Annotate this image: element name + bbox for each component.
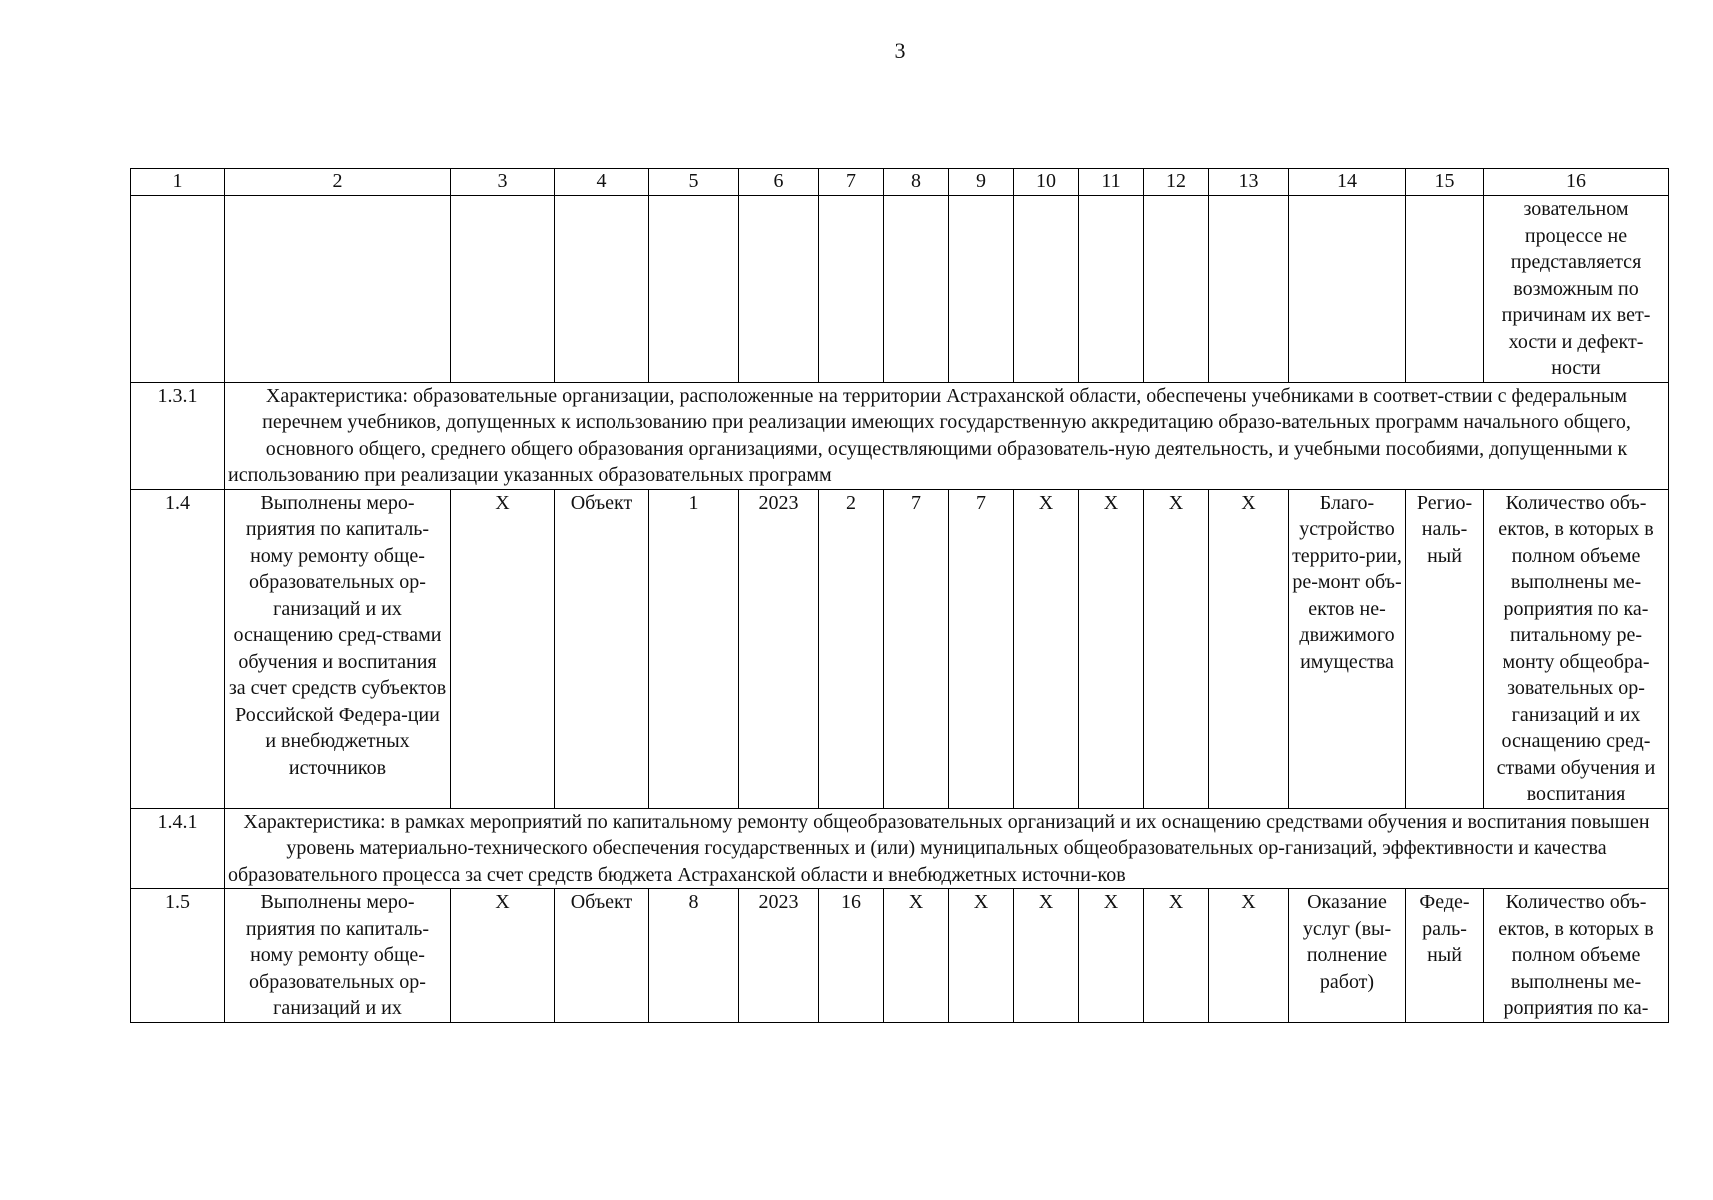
cell-col-3: X xyxy=(451,489,555,808)
cell-col-10: X xyxy=(1014,889,1079,1023)
empty-cell xyxy=(649,196,739,383)
empty-cell xyxy=(1144,196,1209,383)
header-cell: 2 xyxy=(225,169,451,196)
empty-cell xyxy=(225,196,451,383)
result-row-1-4 xyxy=(131,489,1669,808)
empty-cell xyxy=(819,196,884,383)
cell-col-13: X xyxy=(1209,889,1289,1023)
empty-cell xyxy=(1014,196,1079,383)
header-cell: 3 xyxy=(451,169,555,196)
result-name: Выполнены меро-приятия по капиталь-ному ремонту обще-образовательных ор-ганизаций и их оснащению сред-ствами обучения и воспитания за счет средств субъектов Российской Федера-ции и внебюджетных источников xyxy=(225,489,451,808)
unit-cell: Объект xyxy=(555,889,649,1023)
characteristic-row-1-3-1 xyxy=(131,382,1669,489)
header-cell: 14 xyxy=(1289,169,1406,196)
result-type-cell: Оказание услуг (вы-полнение работ) xyxy=(1289,889,1406,1023)
header-row xyxy=(131,169,1669,196)
cell-col-13: X xyxy=(1209,489,1289,808)
result-row-1-5 xyxy=(131,889,1669,1023)
characteristic-text: Характеристика: в рамках мероприятий по капитальному ремонту общеобразовательных организаций и их оснащению средствами обучения и воспитания повышен уровень материально-технического обеспечения государственных и (или) муниципальных общеобразовательных ор-ганизаций, эффективности и качества образовательного процесса за счет средств бюджета Астраханской области и внебюджетных источни-ков xyxy=(225,808,1669,889)
result-type-cell: Благо-устройство террито-рии, ре-монт объ-ектов не-движимого имущества xyxy=(1289,489,1406,808)
activities-table xyxy=(130,168,1669,1023)
row-number: 1.3.1 xyxy=(131,382,225,489)
cell-col-9: 7 xyxy=(949,489,1014,808)
header-cell: 6 xyxy=(739,169,819,196)
cell-col-12: X xyxy=(1144,489,1209,808)
header-cell: 1 xyxy=(131,169,225,196)
cell-col-11: X xyxy=(1079,889,1144,1023)
cell-col-8: X xyxy=(884,889,949,1023)
empty-cell xyxy=(131,196,225,383)
row-number: 1.5 xyxy=(131,889,225,1023)
header-cell: 16 xyxy=(1484,169,1669,196)
empty-cell xyxy=(1079,196,1144,383)
base-year-cell: 2023 xyxy=(739,489,819,808)
header-cell: 12 xyxy=(1144,169,1209,196)
level-cell: Регио-наль-ный xyxy=(1406,489,1484,808)
characteristic-text: Характеристика: образовательные организации, расположенные на территории Астраханской области, обеспечены учебниками в соответ-ствии с федеральным перечнем учебников, допущенных к использованию при реализации имеющих государственную аккредитацию образо-вательных программ начального общего, основного общего, среднего общего образования организациями, осуществляющими образователь-ную деятельность, и учебными пособиями, допущенными к использованию при реализации указанных образовательных программ xyxy=(225,382,1669,489)
cell-col-9: X xyxy=(949,889,1014,1023)
header-cell: 13 xyxy=(1209,169,1289,196)
continuation-row xyxy=(131,196,1669,383)
header-cell: 11 xyxy=(1079,169,1144,196)
empty-cell xyxy=(949,196,1014,383)
base-value-cell: 1 xyxy=(649,489,739,808)
result-name: Выполнены меро-приятия по капиталь-ному ремонту обще-образовательных ор-ганизаций и их xyxy=(225,889,451,1023)
cell-col-10: X xyxy=(1014,489,1079,808)
header-cell: 7 xyxy=(819,169,884,196)
base-year-cell: 2023 xyxy=(739,889,819,1023)
level-cell: Феде-раль-ный xyxy=(1406,889,1484,1023)
cell-col-11: X xyxy=(1079,489,1144,808)
empty-cell xyxy=(1209,196,1289,383)
characteristic-row-1-4-1 xyxy=(131,808,1669,889)
empty-cell xyxy=(451,196,555,383)
row-number: 1.4 xyxy=(131,489,225,808)
header-cell: 9 xyxy=(949,169,1014,196)
row-number: 1.4.1 xyxy=(131,808,225,889)
header-cell: 5 xyxy=(649,169,739,196)
unit-cell: Объект xyxy=(555,489,649,808)
header-cell: 8 xyxy=(884,169,949,196)
cell-col-3: X xyxy=(451,889,555,1023)
empty-cell xyxy=(739,196,819,383)
header-cell: 10 xyxy=(1014,169,1079,196)
cell-col-12: X xyxy=(1144,889,1209,1023)
empty-cell xyxy=(1289,196,1406,383)
empty-cell xyxy=(1406,196,1484,383)
indicator-description: Количество объ-ектов, в которых в полном объеме выполнены ме-роприятия по ка- xyxy=(1484,889,1669,1023)
cell-col-7: 16 xyxy=(819,889,884,1023)
header-cell: 15 xyxy=(1406,169,1484,196)
cell-col-7: 2 xyxy=(819,489,884,808)
indicator-description: Количество объ-ектов, в которых в полном объеме выполнены ме-роприятия по ка-питальному ре-монту общеобра-зовательных ор-ганизаций и их оснащению сред-ствами обучения и воспитания xyxy=(1484,489,1669,808)
empty-cell xyxy=(884,196,949,383)
page-number: 3 xyxy=(894,38,906,63)
empty-cell xyxy=(555,196,649,383)
cell-col-8: 7 xyxy=(884,489,949,808)
base-value-cell: 8 xyxy=(649,889,739,1023)
indicator-description: зовательном процессе не представляется возможным по причинам их вет-хости и дефект-ности xyxy=(1484,196,1669,383)
header-cell: 4 xyxy=(555,169,649,196)
